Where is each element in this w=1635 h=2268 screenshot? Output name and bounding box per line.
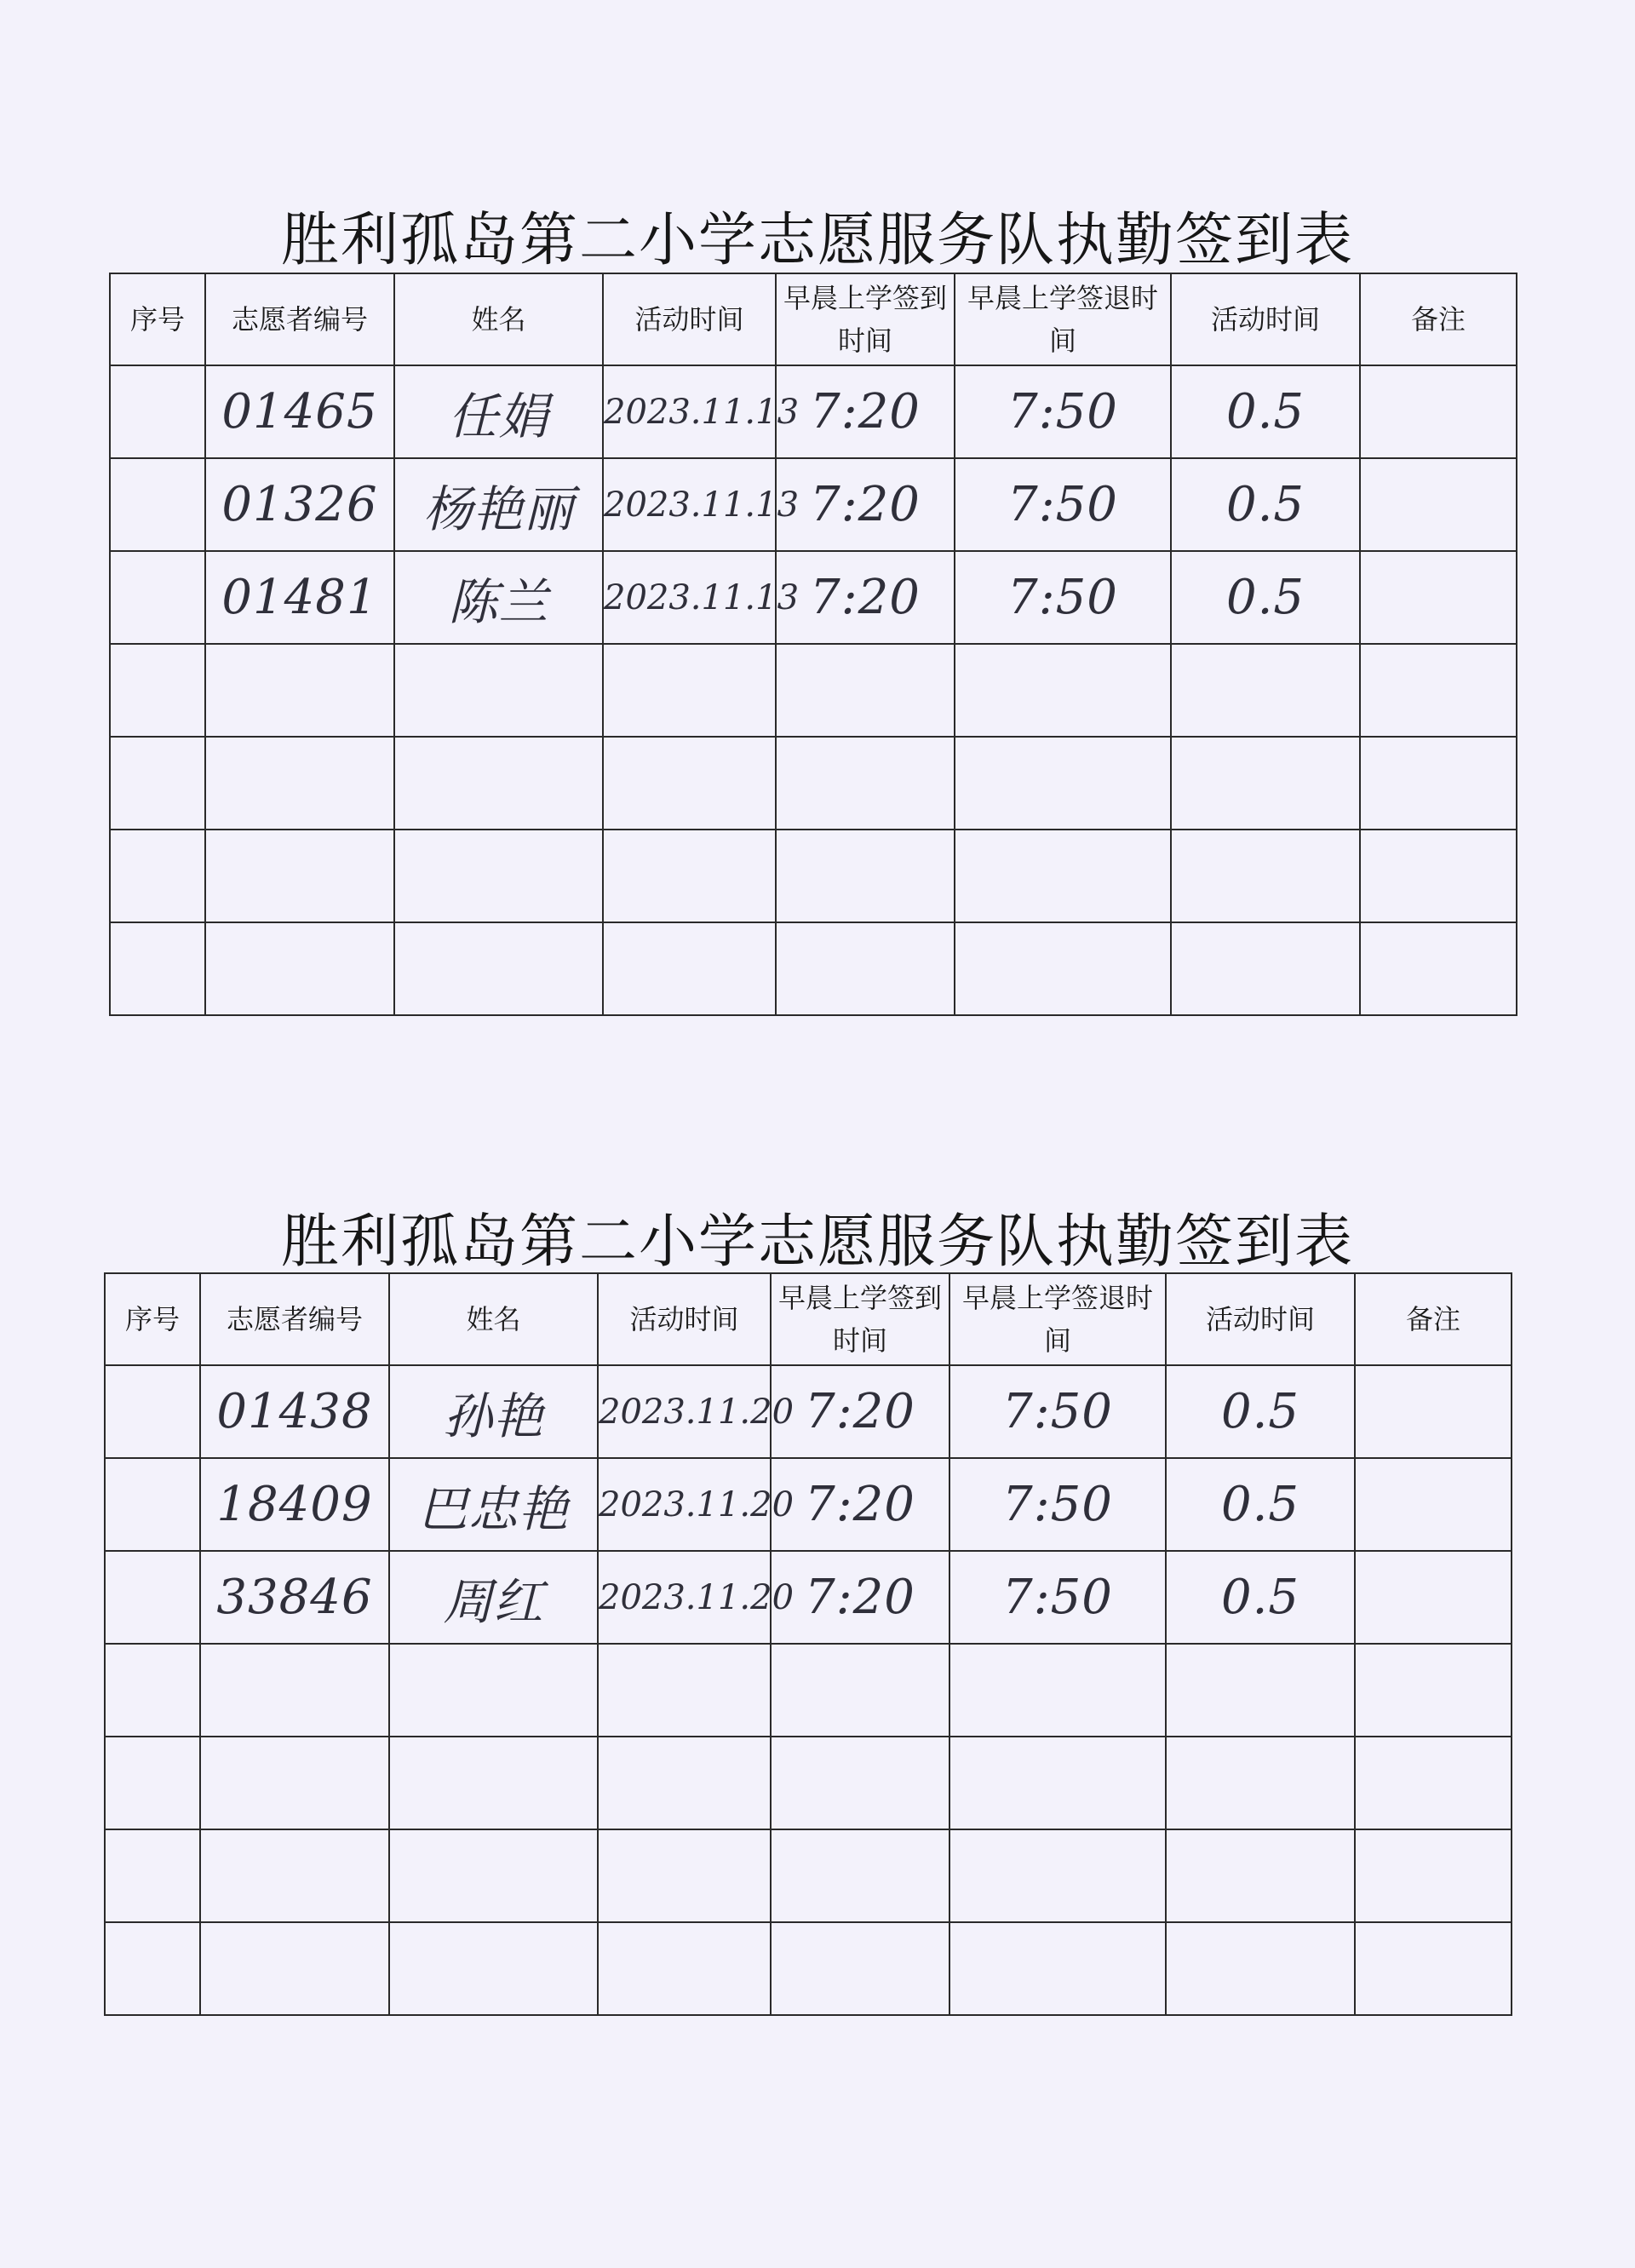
table-row [110, 922, 1517, 1015]
cell-checkin-time: 7:20 [771, 1551, 949, 1644]
cell-remarks [1360, 365, 1517, 458]
cell-checkin-time [771, 1922, 949, 2015]
cell-activity-hours [1166, 1737, 1355, 1829]
cell-checkin-time [776, 922, 955, 1015]
cell-volunteer-id: 01465 [205, 365, 394, 458]
cell-activity-date: 2023.11.20 [598, 1551, 771, 1644]
cell-activity-hours: 0.5 [1166, 1551, 1355, 1644]
cell-remarks [1360, 922, 1517, 1015]
cell-activity-hours [1171, 644, 1360, 737]
header-remarks: 备注 [1355, 1273, 1512, 1365]
cell-activity-date [598, 1922, 771, 2015]
cell-remarks [1355, 1644, 1512, 1737]
table-header-row [110, 273, 1517, 365]
table-row [110, 458, 1517, 551]
cell-volunteer-id [200, 1644, 389, 1737]
cell-checkout-time: 7:50 [949, 1365, 1166, 1458]
cell-remarks [1360, 830, 1517, 922]
header-volunteer-id: 志愿者编号 [205, 273, 394, 365]
form-2-table [104, 1272, 1512, 2016]
cell-activity-date [598, 1737, 771, 1829]
cell-activity-date [598, 1829, 771, 1922]
header-activity-date: 活动时间 [598, 1273, 771, 1365]
form-1-table [109, 273, 1517, 1016]
header-volunteer-id: 志愿者编号 [200, 1273, 389, 1365]
cell-seq [110, 365, 205, 458]
cell-activity-date [603, 922, 776, 1015]
header-seq: 序号 [105, 1273, 200, 1365]
cell-checkout-time: 7:50 [955, 458, 1171, 551]
cell-name: 陈兰 [394, 551, 603, 644]
cell-remarks [1355, 1922, 1512, 2015]
cell-activity-hours: 0.5 [1171, 551, 1360, 644]
cell-name: 任娟 [394, 365, 603, 458]
table-row [110, 830, 1517, 922]
cell-checkin-time: 7:20 [771, 1365, 949, 1458]
cell-checkin-time: 7:20 [776, 551, 955, 644]
cell-checkout-time: 7:50 [955, 551, 1171, 644]
cell-activity-date [603, 830, 776, 922]
cell-volunteer-id: 01438 [200, 1365, 389, 1458]
table-row [105, 1551, 1512, 1644]
cell-remarks [1360, 644, 1517, 737]
header-activity-hours: 活动时间 [1166, 1273, 1355, 1365]
header-name: 姓名 [394, 273, 603, 365]
cell-checkout-time [949, 1829, 1166, 1922]
cell-activity-hours: 0.5 [1171, 458, 1360, 551]
cell-checkout-time [949, 1922, 1166, 2015]
cell-seq [110, 551, 205, 644]
cell-checkout-time [955, 830, 1171, 922]
form-1-title: 胜利孤岛第二小学志愿服务队执勤签到表 [280, 207, 1354, 274]
table-row [105, 1458, 1512, 1551]
form-2-title: 胜利孤岛第二小学志愿服务队执勤签到表 [280, 1209, 1354, 1276]
cell-remarks [1355, 1458, 1512, 1551]
cell-checkin-time: 7:20 [776, 458, 955, 551]
header-seq: 序号 [110, 273, 205, 365]
table-row [105, 1829, 1512, 1922]
cell-activity-hours [1166, 1922, 1355, 2015]
cell-seq [105, 1922, 200, 2015]
header-name: 姓名 [389, 1273, 598, 1365]
cell-checkout-time [955, 644, 1171, 737]
cell-activity-date: 2023.11.13 [603, 365, 776, 458]
cell-checkout-time: 7:50 [955, 365, 1171, 458]
cell-remarks [1355, 1737, 1512, 1829]
cell-name [389, 1829, 598, 1922]
cell-activity-hours: 0.5 [1166, 1458, 1355, 1551]
header-activity-date: 活动时间 [603, 273, 776, 365]
cell-volunteer-id: 33846 [200, 1551, 389, 1644]
cell-volunteer-id [200, 1737, 389, 1829]
header-checkout-time: 早晨上学签退时间 [955, 273, 1171, 365]
cell-checkin-time [776, 644, 955, 737]
cell-volunteer-id [205, 830, 394, 922]
cell-checkin-time: 7:20 [771, 1458, 949, 1551]
table-row [110, 551, 1517, 644]
cell-checkout-time [955, 922, 1171, 1015]
cell-name [394, 737, 603, 830]
cell-seq [105, 1644, 200, 1737]
cell-activity-hours [1166, 1644, 1355, 1737]
table-row [110, 737, 1517, 830]
header-remarks: 备注 [1360, 273, 1517, 365]
table-row [110, 365, 1517, 458]
cell-volunteer-id [205, 922, 394, 1015]
cell-remarks [1355, 1829, 1512, 1922]
cell-remarks [1355, 1365, 1512, 1458]
cell-volunteer-id [205, 644, 394, 737]
cell-checkout-time [949, 1644, 1166, 1737]
cell-volunteer-id: 01326 [205, 458, 394, 551]
cell-seq [105, 1829, 200, 1922]
cell-name: 孙艳 [389, 1365, 598, 1458]
cell-activity-date [603, 737, 776, 830]
cell-activity-date [598, 1644, 771, 1737]
cell-seq [110, 737, 205, 830]
header-checkin-time: 早晨上学签到时间 [776, 273, 955, 365]
cell-seq [105, 1737, 200, 1829]
cell-volunteer-id: 01481 [205, 551, 394, 644]
cell-activity-date: 2023.11.20 [598, 1458, 771, 1551]
cell-checkin-time [771, 1644, 949, 1737]
header-activity-hours: 活动时间 [1171, 273, 1360, 365]
cell-activity-date: 2023.11.13 [603, 551, 776, 644]
cell-activity-hours: 0.5 [1166, 1365, 1355, 1458]
cell-name: 巴忠艳 [389, 1458, 598, 1551]
table-row [105, 1922, 1512, 2015]
cell-name [394, 922, 603, 1015]
table-row [105, 1365, 1512, 1458]
table-row [105, 1644, 1512, 1737]
cell-name [389, 1922, 598, 2015]
cell-seq [110, 830, 205, 922]
cell-seq [105, 1551, 200, 1644]
cell-checkout-time [949, 1737, 1166, 1829]
cell-remarks [1360, 551, 1517, 644]
cell-seq [105, 1458, 200, 1551]
cell-seq [105, 1365, 200, 1458]
cell-remarks [1360, 737, 1517, 830]
cell-remarks [1355, 1551, 1512, 1644]
header-checkout-time: 早晨上学签退时间 [949, 1273, 1166, 1365]
cell-seq [110, 458, 205, 551]
cell-volunteer-id: 18409 [200, 1458, 389, 1551]
cell-checkout-time [955, 737, 1171, 830]
cell-activity-hours [1171, 830, 1360, 922]
cell-activity-date: 2023.11.13 [603, 458, 776, 551]
cell-name [394, 830, 603, 922]
header-checkin-time: 早晨上学签到时间 [771, 1273, 949, 1365]
cell-activity-date [603, 644, 776, 737]
cell-name: 周红 [389, 1551, 598, 1644]
cell-activity-hours: 0.5 [1171, 365, 1360, 458]
cell-activity-date: 2023.11.20 [598, 1365, 771, 1458]
cell-checkout-time: 7:50 [949, 1551, 1166, 1644]
cell-volunteer-id [205, 737, 394, 830]
cell-volunteer-id [200, 1922, 389, 2015]
cell-checkout-time: 7:50 [949, 1458, 1166, 1551]
cell-checkin-time [771, 1737, 949, 1829]
table-row [105, 1737, 1512, 1829]
cell-volunteer-id [200, 1829, 389, 1922]
cell-name [389, 1737, 598, 1829]
cell-seq [110, 922, 205, 1015]
cell-seq [110, 644, 205, 737]
cell-remarks [1360, 458, 1517, 551]
cell-checkin-time [776, 830, 955, 922]
cell-checkin-time [771, 1829, 949, 1922]
table-row [110, 644, 1517, 737]
cell-checkin-time: 7:20 [776, 365, 955, 458]
cell-activity-hours [1171, 922, 1360, 1015]
cell-name [389, 1644, 598, 1737]
cell-activity-hours [1171, 737, 1360, 830]
cell-name: 杨艳丽 [394, 458, 603, 551]
cell-checkin-time [776, 737, 955, 830]
cell-activity-hours [1166, 1829, 1355, 1922]
table-header-row [105, 1273, 1512, 1365]
cell-name [394, 644, 603, 737]
